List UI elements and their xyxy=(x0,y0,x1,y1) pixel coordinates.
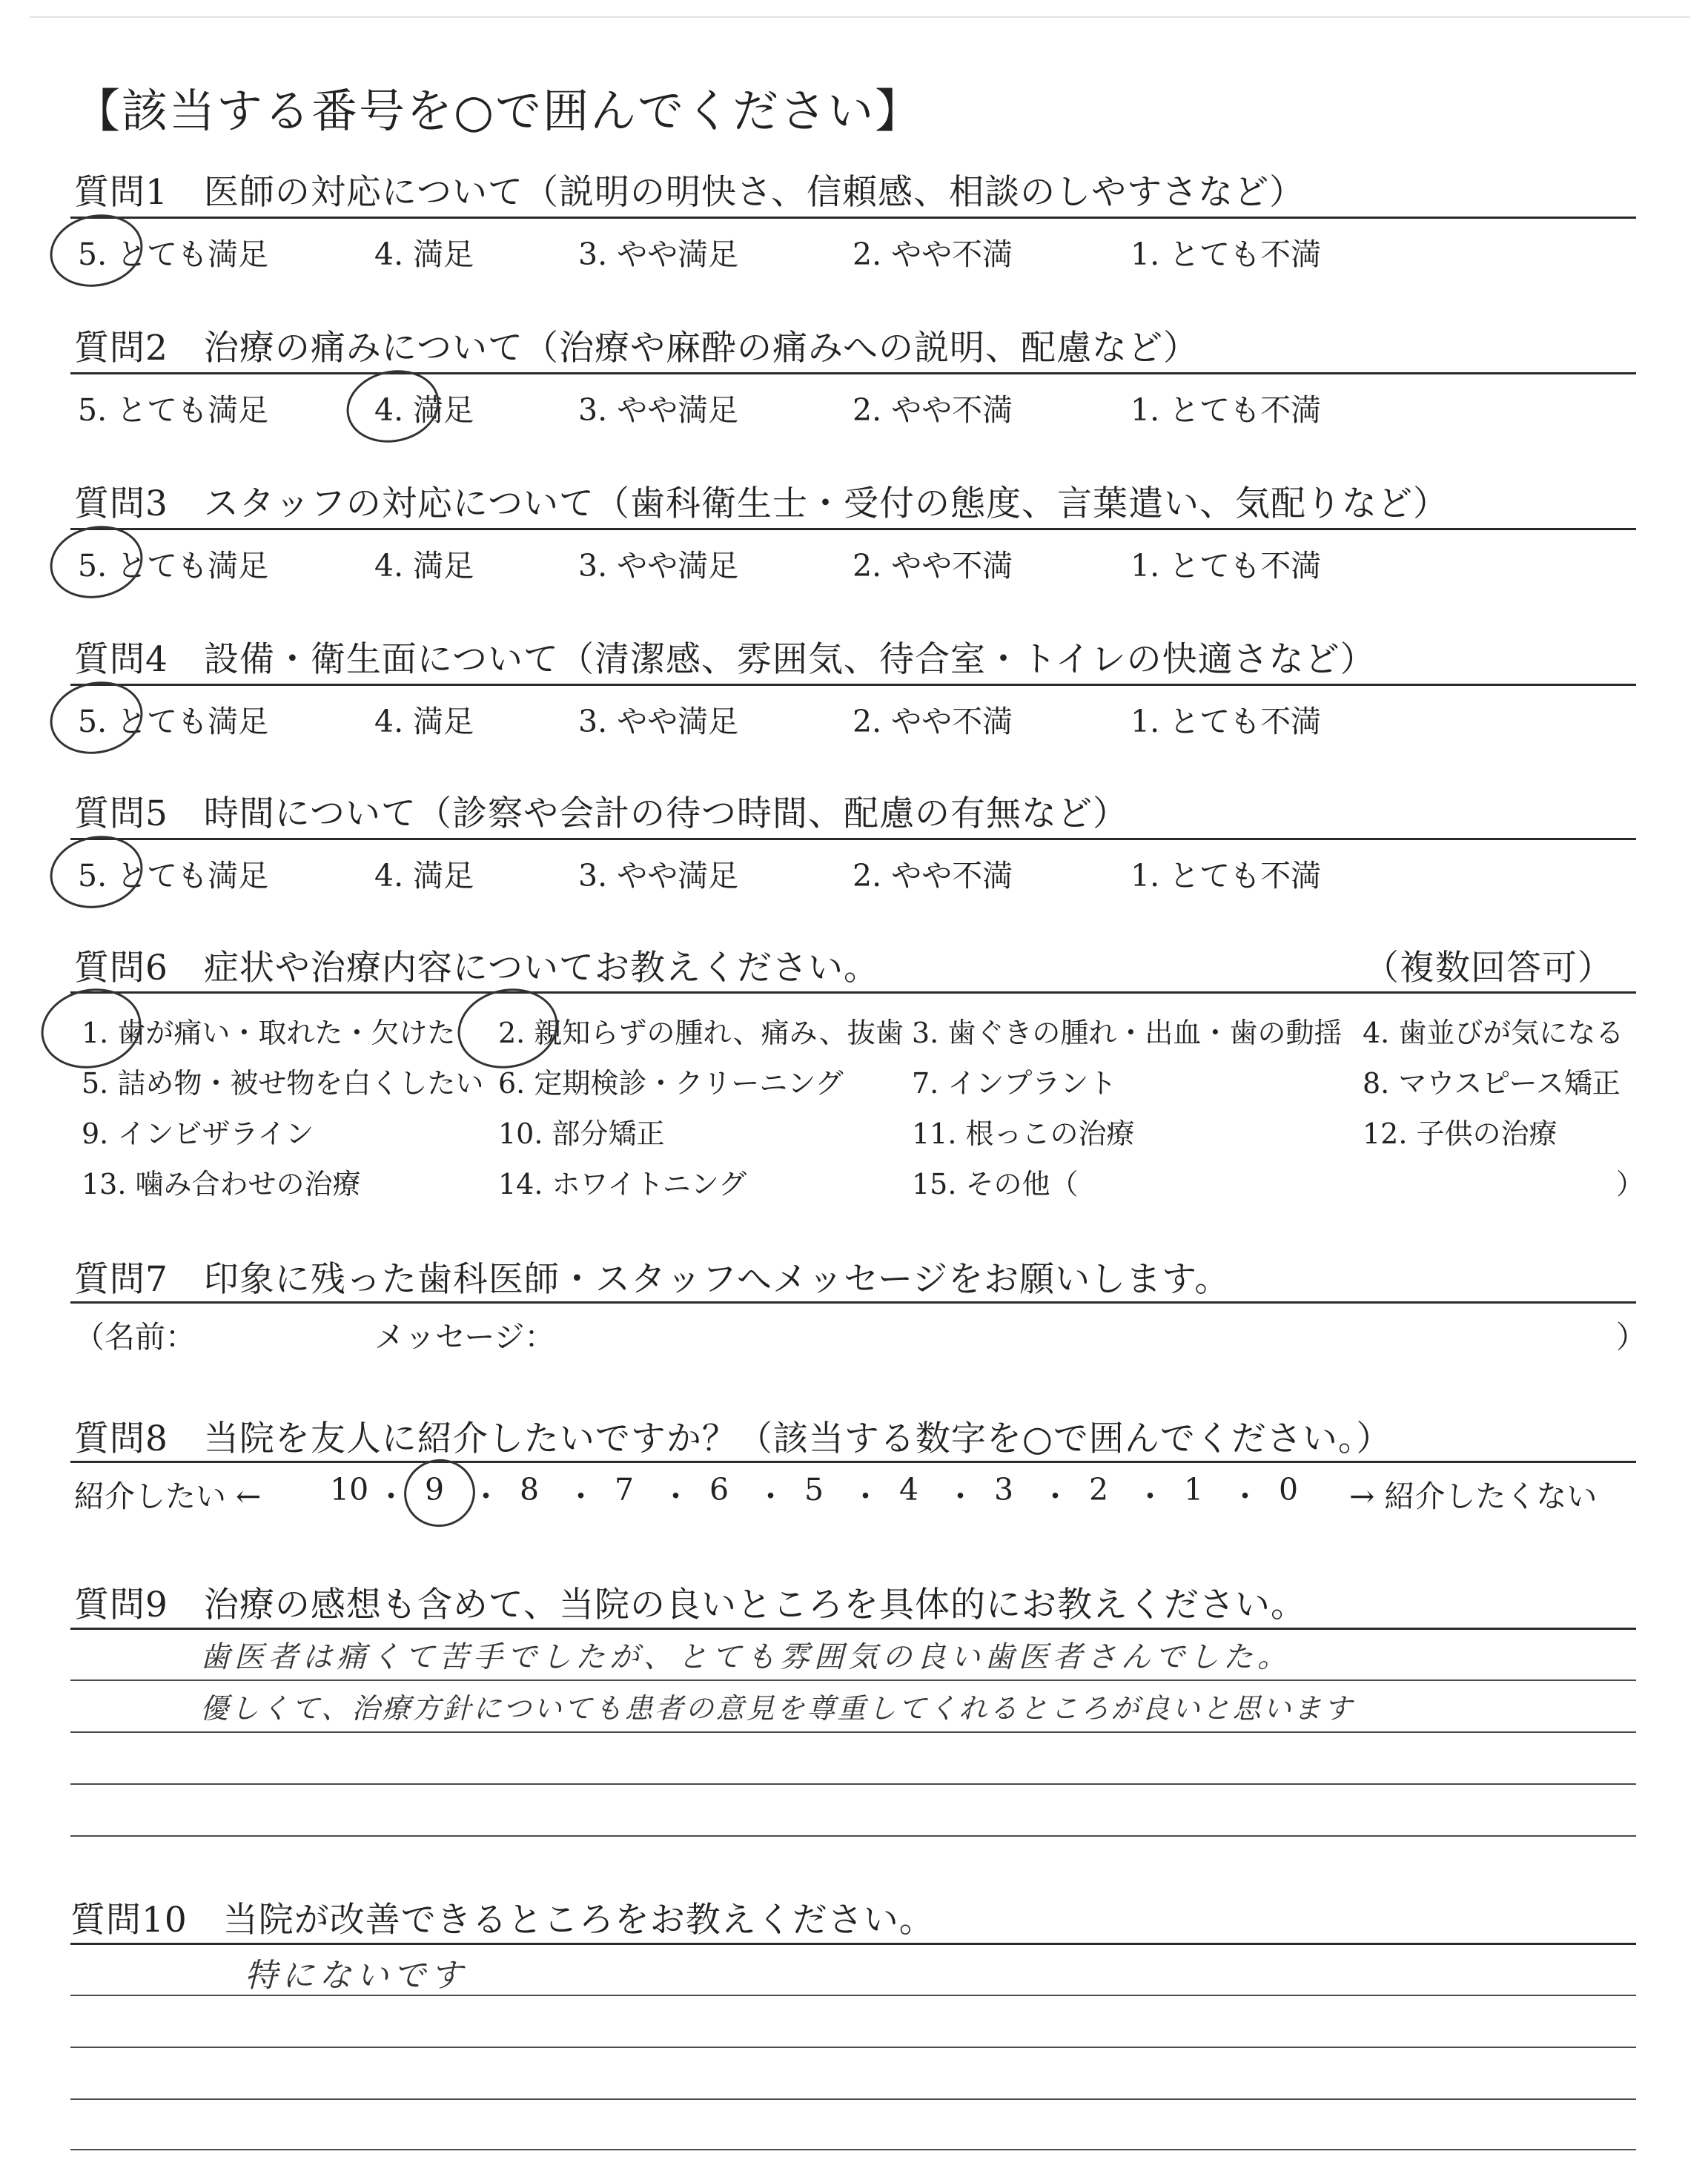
q10-answer-line-1: 特にないです xyxy=(245,1957,467,1995)
q9-write-line xyxy=(70,1783,1636,1785)
q6-option-11[interactable]: 11. 根っこの治療 xyxy=(912,1117,1135,1150)
q6-note: （複数回答可） xyxy=(1364,948,1613,988)
selection-circle xyxy=(43,518,149,607)
q6-option-5[interactable]: 5. 詰め物・被せ物を白くしたい xyxy=(82,1067,484,1100)
question-1-text: 質問1 医師の対応について（説明の明快さ、信頼感、相談のしやすさなど） xyxy=(74,172,1305,213)
question-5-option-4[interactable]: 4. 満足 xyxy=(374,858,474,894)
q8-scale-10[interactable]: 10 xyxy=(330,1472,369,1507)
question-5-option-1[interactable]: 1. とても不満 xyxy=(1131,858,1322,894)
q6-option-14[interactable]: 14. ホワイトニング xyxy=(498,1168,747,1200)
q8-scale-8[interactable]: 8 xyxy=(520,1472,540,1507)
q6-option-4[interactable]: 4. 歯並びが気になる xyxy=(1363,1017,1624,1049)
q10-text: 質問10 当院が改善できるところをお教えください。 xyxy=(70,1900,935,1941)
q10-write-line xyxy=(70,2047,1636,2048)
q7-message-label: メッセージ： xyxy=(374,1319,555,1355)
q7-close: ） xyxy=(1616,1319,1646,1355)
question-3-option-5[interactable]: 5. とても満足 xyxy=(78,548,269,584)
q6-text: 質問6 症状や治療内容についてお教えください。 xyxy=(74,948,879,988)
q8-scale-3[interactable]: 3 xyxy=(994,1472,1014,1507)
q8-scale-4[interactable]: 4 xyxy=(899,1472,919,1507)
question-3-option-1[interactable]: 1. とても不満 xyxy=(1131,548,1322,584)
question-2-text: 質問2 治療の痛みについて（治療や麻酔の痛みへの説明、配慮など） xyxy=(74,328,1199,369)
q8-scale-5[interactable]: 5 xyxy=(804,1472,824,1507)
q6-option-8[interactable]: 8. マウスピース矯正 xyxy=(1363,1067,1621,1100)
q8-text: 質問8 当院を友人に紹介したいですか？（該当する数字を○で囲んでください。） xyxy=(74,1418,1392,1459)
question-5-option-3[interactable]: 3. やや満足 xyxy=(578,858,739,894)
q9-rule xyxy=(70,1628,1636,1630)
page-title: 【該当する番号を○で囲んでください】 xyxy=(74,84,923,138)
q8-separator: ・ xyxy=(661,1479,691,1514)
selection-circle xyxy=(340,362,446,451)
question-1-rule xyxy=(70,217,1636,219)
q8-separator: ・ xyxy=(1040,1479,1070,1514)
q7-rule xyxy=(70,1301,1636,1304)
question-5-text: 質問5 時間について（診察や会計の待つ時間、配慮の有無など） xyxy=(74,793,1128,834)
question-4-option-2[interactable]: 2. やや不満 xyxy=(853,704,1013,739)
q10-rule xyxy=(70,1943,1636,1945)
question-2-option-3[interactable]: 3. やや満足 xyxy=(578,392,739,428)
question-1-option-1[interactable]: 1. とても不満 xyxy=(1131,237,1322,272)
q9-answer-line-2: 優しくて、治療方針についても患者の意見を尊重してくれるところが良いと思います xyxy=(200,1692,1354,1725)
question-2-option-5[interactable]: 5. とても満足 xyxy=(78,392,269,428)
q9-text: 質問9 治療の感想も含めて、当院の良いところを具体的にお教えください。 xyxy=(74,1585,1306,1625)
q6-option-16[interactable]: ） xyxy=(1616,1168,1645,1200)
q6-option-15[interactable]: 15. その他（ xyxy=(912,1168,1079,1200)
q6-option-9[interactable]: 9. インビザライン xyxy=(82,1117,314,1150)
question-3-option-2[interactable]: 2. やや不満 xyxy=(853,548,1013,584)
q6-rule xyxy=(70,991,1636,994)
q8-scale-7[interactable]: 7 xyxy=(615,1472,635,1507)
scan-edge-line xyxy=(30,16,1690,18)
question-2-option-4[interactable]: 4. 満足 xyxy=(374,392,474,428)
q6-option-6[interactable]: 6. 定期検診・クリーニング xyxy=(498,1067,844,1100)
q6-option-13[interactable]: 13. 噛み合わせの治療 xyxy=(82,1168,361,1200)
selection-circle xyxy=(398,1453,482,1533)
q8-rule xyxy=(70,1461,1636,1463)
q9-write-line xyxy=(70,1680,1636,1681)
q9-answer-line-1: 歯医者は痛くて苦手でしたが、とても雰囲気の良い歯医者さんでした。 xyxy=(200,1640,1291,1674)
question-4-option-4[interactable]: 4. 満足 xyxy=(374,704,474,739)
q8-scale-1[interactable]: 1 xyxy=(1184,1472,1204,1507)
q7-text: 質問7 印象に残った歯科医師・スタッフへメッセージをお願いします。 xyxy=(74,1259,1231,1300)
q8-separator: ・ xyxy=(945,1479,976,1514)
q8-separator: ・ xyxy=(471,1479,501,1514)
q10-write-line xyxy=(70,2098,1636,2100)
question-5-rule xyxy=(70,838,1636,840)
q8-scale-6[interactable]: 6 xyxy=(709,1472,729,1507)
question-1-option-2[interactable]: 2. やや不満 xyxy=(853,237,1013,272)
question-3-text: 質問3 スタッフの対応について（歯科衛生士・受付の態度、言葉遣い、気配りなど） xyxy=(74,483,1449,524)
question-3-rule xyxy=(70,528,1636,530)
q8-left-label: 紹介したい ← xyxy=(74,1479,262,1514)
question-2-option-2[interactable]: 2. やや不満 xyxy=(853,392,1013,428)
q8-separator: ・ xyxy=(850,1479,881,1514)
q6-option-1[interactable]: 1. 歯が痛い・取れた・欠けた xyxy=(82,1017,456,1049)
question-1-option-4[interactable]: 4. 満足 xyxy=(374,237,474,272)
question-4-option-1[interactable]: 1. とても不満 xyxy=(1131,704,1322,739)
q6-option-2[interactable]: 2. 親知らずの腫れ、痛み、抜歯 xyxy=(498,1017,904,1049)
q8-separator: ・ xyxy=(755,1479,786,1514)
question-4-rule xyxy=(70,684,1636,686)
question-2-option-1[interactable]: 1. とても不満 xyxy=(1131,392,1322,428)
question-4-option-3[interactable]: 3. やや満足 xyxy=(578,704,739,739)
q7-name-label: （名前： xyxy=(74,1319,196,1355)
q6-option-10[interactable]: 10. 部分矯正 xyxy=(498,1117,665,1150)
q9-write-line xyxy=(70,1731,1636,1733)
q6-option-3[interactable]: 3. 歯ぐきの腫れ・出血・歯の動揺 xyxy=(912,1017,1343,1049)
q8-separator: ・ xyxy=(1135,1479,1165,1514)
selection-circle xyxy=(43,673,149,762)
question-4-option-5[interactable]: 5. とても満足 xyxy=(78,704,269,739)
q6-option-12[interactable]: 12. 子供の治療 xyxy=(1363,1117,1558,1150)
question-1-option-5[interactable]: 5. とても満足 xyxy=(78,237,269,272)
question-3-option-3[interactable]: 3. やや満足 xyxy=(578,548,739,584)
question-2-rule xyxy=(70,372,1636,374)
q8-separator: ・ xyxy=(1230,1479,1260,1514)
question-4-text: 質問4 設備・衛生面について（清潔感、雰囲気、待合室・トイレの快適さなど） xyxy=(74,639,1376,680)
question-3-option-4[interactable]: 4. 満足 xyxy=(374,548,474,584)
q8-separator: ・ xyxy=(566,1479,596,1514)
q8-separator: ・ xyxy=(376,1479,406,1514)
question-5-option-2[interactable]: 2. やや不満 xyxy=(853,858,1013,894)
q10-write-line xyxy=(70,2149,1636,2150)
q8-scale-0[interactable]: 0 xyxy=(1279,1472,1299,1507)
selection-circle xyxy=(43,828,149,916)
selection-circle xyxy=(43,206,149,295)
question-5-option-5[interactable]: 5. とても満足 xyxy=(78,858,269,894)
q8-scale-2[interactable]: 2 xyxy=(1089,1472,1109,1507)
q8-scale-9[interactable]: 9 xyxy=(425,1472,445,1507)
q6-option-7[interactable]: 7. インプラント xyxy=(912,1067,1117,1100)
question-1-option-3[interactable]: 3. やや満足 xyxy=(578,237,739,272)
q9-write-line xyxy=(70,1835,1636,1837)
q8-right-label: → 紹介したくない xyxy=(1349,1479,1598,1514)
